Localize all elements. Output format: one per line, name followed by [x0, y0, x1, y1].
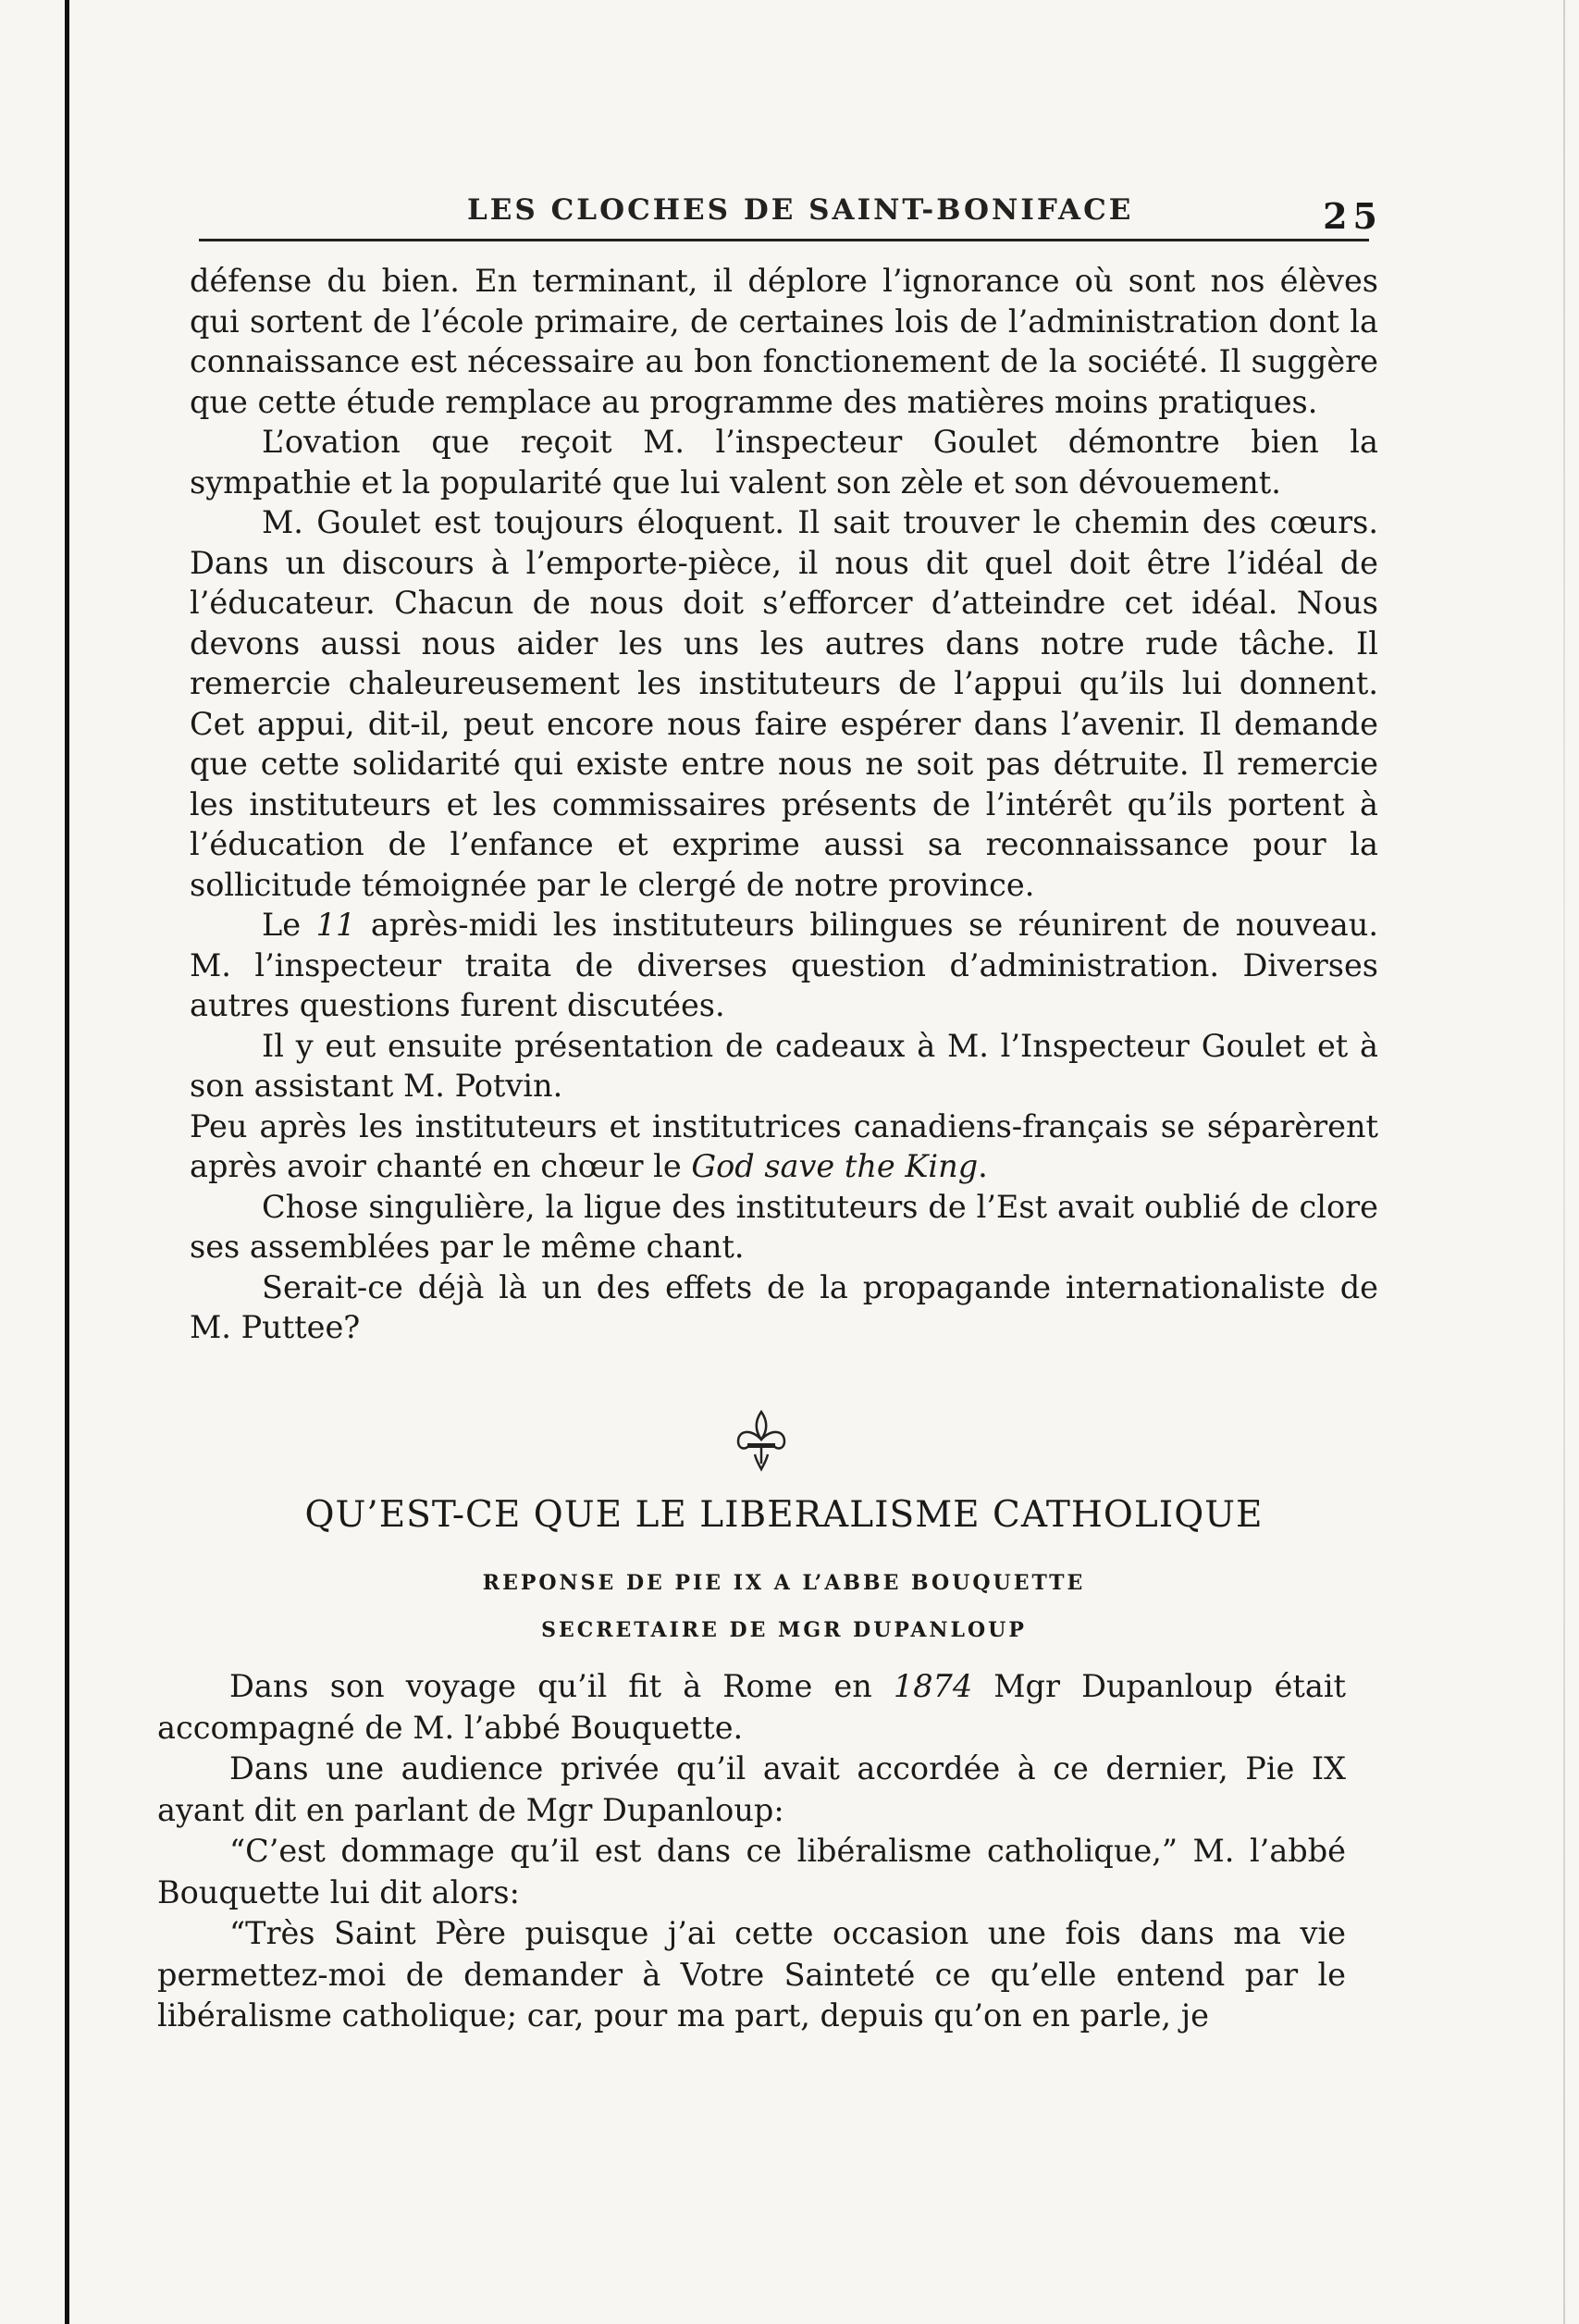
year: 1874: [893, 1668, 973, 1704]
opening-text-before: Dans son voyage qu’il fit à Rome en: [229, 1668, 894, 1704]
article-subtitle: REPONSE DE PIE IX A L’ABBE BOUQUETTE: [482, 1571, 1086, 1595]
anthem-paragraph: [190, 1106, 1378, 1187]
meeting-date: 11: [315, 907, 356, 943]
report-paragraph: L’ovation que reçoit M. l’inspecteur Goulet démontre bien la sympathie et la popularité que lui valent son zèle et son dévouement.: [190, 424, 1378, 501]
anthem-text-after: .: [978, 1148, 988, 1184]
fleur-de-lis-icon: [731, 1408, 792, 1475]
meeting-text-before: Le: [262, 907, 316, 943]
closing-paragraph: Chose singulière, la ligue des instituteurs de l’Est avait oublié de clore ses assemblées par le même chant.: [190, 1188, 1378, 1265]
anthem-text-before: Peu après les instituteurs et institutrices canadiens-français se séparèrent après avoir chanté en chœur le: [190, 1107, 1378, 1184]
article-body: [157, 1666, 1346, 2037]
gifts-paragraph: Il y eut ensuite présentation de cadeaux à M. l’Inspecteur Goulet et à son assistant M. Potvin.: [190, 1027, 1378, 1104]
article-paragraph: “Très Saint Père puisque j’ai cette occasion une fois dans ma vie permettez-moi de demander à Votre Sainteté ce qu’elle entend par le libéralisme catholique; car, pour ma part, depuis qu’on en parle, je: [157, 1915, 1346, 2034]
report-paragraph: M. Goulet est toujours éloquent. Il sait trouver le chemin des cœurs. Dans un discours à l’emporte-pièce, il nous dit quel doit être l’idéal de l’éducateur. Chacun de nous doit s’efforcer d’atteindre cet idéal. Nous devons aussi nous aider les uns les autres dans notre rude tâche. Il remercie chaleureusement les instituteurs de l’appui qu’ils lui donnent. Cet appui, dit-il, peut encore nous faire espérer dans l’avenir. Il demande que cette solidarité qui existe entre nous ne soit pas détruite. Il remercie les instituteurs et les commissaires présents de l’intérêt qu’ils portent à l’éducation de l’enfance et exprime aussi sa reconnaissance pour la sollicitude témoignée par le clergé de notre province.: [190, 504, 1378, 903]
running-head-title: LES CLOCHES DE SAINT-BONIFACE: [467, 193, 1134, 227]
meeting-text-after: après-midi les instituteurs bilingues se réunirent de nouveau. M. l’inspecteur traita de diverses question d’administration. Diverses autres questions furent discutées.: [190, 907, 1378, 1023]
article-title: QU’EST-CE QUE LE LIBERALISME CATHOLIQUE: [304, 1494, 1264, 1536]
article-subtitle-secondary: SECRETAIRE DE MGR DUPANLOUP: [541, 1618, 1027, 1642]
page-binding-edge: [65, 0, 69, 2324]
meeting-paragraph: [190, 905, 1378, 1026]
report-paragraph: défense du bien. En terminant, il déplore l’ignorance où sont nos élèves qui sortent de l’école primaire, de certaines lois de l’administration dont la connaissance est nécessaire au bon fonctionement de la société. Il suggère que cette étude remplace au programme des matières moins pratiques.: [190, 263, 1378, 420]
article-opening-paragraph: [157, 1666, 1346, 1749]
report-continuation: [190, 261, 1378, 1348]
opening-text-after: Mgr Dupanloup était accompagné de M. l’abbé Bouquette.: [157, 1668, 1346, 1746]
running-head: [199, 190, 1401, 245]
anthem-title: God save the King: [691, 1148, 979, 1184]
page-right-edge: [1563, 0, 1565, 2324]
article-paragraph: “C’est dommage qu’il est dans ce libéralisme catholique,” M. l’abbé Bouquette lui dit alors:: [157, 1833, 1346, 1910]
closing-paragraph: Serait-ce déjà là un des effets de la propagande internationaliste de M. Puttee?: [190, 1268, 1378, 1345]
page-number: 25: [1323, 195, 1383, 237]
article-paragraph: Dans une audience privée qu’il avait accordée à ce dernier, Pie IX ayant dit en parlant de Mgr Dupanloup:: [157, 1750, 1346, 1828]
header-rule: [199, 239, 1369, 241]
